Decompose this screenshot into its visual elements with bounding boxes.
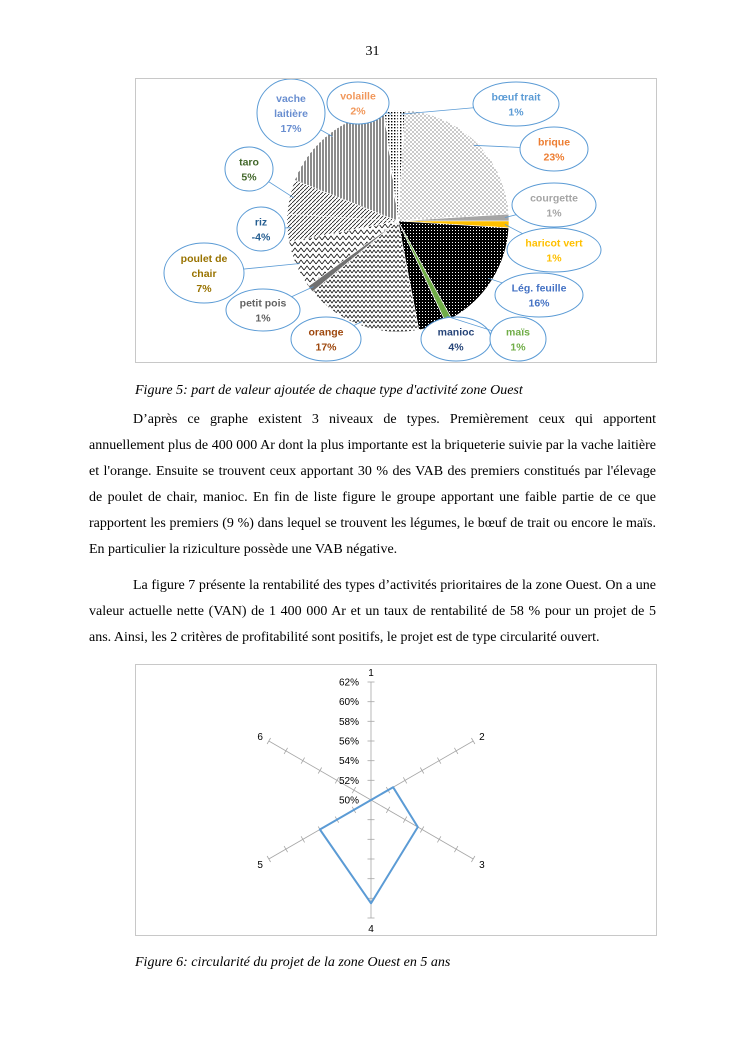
radar-r-tick-label: 52%: [338, 775, 359, 787]
pie-value-haricot-vert: 1%: [546, 252, 562, 265]
pie-value-manioc: 4%: [448, 341, 464, 354]
pie-chart-figure: [135, 78, 657, 363]
pie-name-petit-pois: petit pois: [239, 297, 287, 310]
pie-value-courgette: 1%: [546, 207, 562, 220]
pie-name-haricot-vert: haricot vert: [525, 237, 583, 250]
pie-value-poulet-de-chair: 7%: [196, 283, 212, 295]
pie-name-mais: maïs: [506, 326, 530, 339]
pie-value-taro: 5%: [241, 171, 257, 184]
radar-series-line: [320, 787, 418, 903]
pie-name-orange: orange: [308, 326, 344, 339]
pie-name-courgette: courgette: [530, 192, 578, 205]
pie-name-manioc: manioc: [437, 326, 475, 339]
pie-name-vache-laitiere: laitière: [274, 108, 308, 120]
radar-category-label-6: 6: [257, 732, 263, 743]
radar-chart-figure: [135, 664, 657, 936]
pie-name-taro: taro: [239, 156, 259, 169]
radar-category-label-5: 5: [257, 860, 263, 871]
pie-value-vache-laitiere: 17%: [280, 123, 302, 135]
pie-label-orange: [291, 317, 362, 361]
figure5-caption: Figure 5: part de valeur ajoutée de chaque type d'activité zone Ouest: [135, 383, 523, 398]
pie-value-leg-feuille: 16%: [528, 297, 550, 310]
pie-name-riz: riz: [254, 216, 268, 229]
pie-label-courgette: [505, 183, 596, 227]
pie-chart: [136, 79, 656, 362]
page-number: 31: [365, 44, 380, 59]
figure6-caption: Figure 6: circularité du projet de la zone Ouest en 5 ans: [135, 955, 451, 970]
pie-name-poulet-de-chair: chair: [191, 268, 217, 280]
pie-label-vache-laitiere: [257, 79, 332, 147]
pie-value-riz: -4%: [251, 231, 271, 244]
pie-name-poulet-de-chair: poulet de: [180, 253, 228, 265]
radar-category-label-2: 2: [479, 732, 485, 743]
pie-slice-brique: [398, 110, 509, 221]
radar-r-tick-label: 62%: [338, 677, 359, 689]
pie-value-mais: 1%: [510, 341, 526, 354]
pie-value-petit-pois: 1%: [255, 312, 271, 325]
pie-name-brique: brique: [537, 136, 571, 149]
radar-r-tick-label: 58%: [338, 716, 359, 728]
radar-category-label-4: 4: [368, 924, 374, 935]
radar-category-label-3: 3: [479, 860, 485, 871]
pie-value-orange: 17%: [315, 341, 337, 354]
radar-category-label-1: 1: [368, 668, 374, 679]
radar-r-tick-label: 56%: [338, 736, 359, 748]
radar-r-tick-label: 50%: [338, 795, 359, 807]
pie-name-vache-laitiere: vache: [276, 93, 306, 105]
paragraph-2: La figure 7 présente la rentabilité des types d’activités prioritaires de la zone Ouest. On a une valeur actuelle nette (VAN) de 1 400 000 Ar et un taux de rentabilité de 58 % pour un projet de 5 ans. Ainsi, les 2 critères de profitabilité sont positifs, le projet est de type circularité ouvert.: [89, 578, 656, 645]
radar-chart: [136, 665, 656, 935]
pie-name-leg-feuille: Lég. feuille: [511, 282, 567, 295]
pie-label-riz: [237, 207, 291, 251]
body-text: [89, 407, 656, 651]
pie-value-brique: 23%: [543, 151, 565, 164]
pie-name-boeuf-trait: bœuf trait: [491, 91, 541, 104]
pie-label-leg-feuille: [488, 273, 583, 317]
paragraph-1: D’après ce graphe existent 3 niveaux de types. Premièrement ceux qui apportent annuellement plus de 400 000 Ar dont la plus importante est la briqueterie suivie par la vache laitière et l'orange. Ensuite se trouvent ceux apportant 30 % des VAB des premiers constitués par l'élevage de poulet de chair, manioc. En fin de liste figure le groupe apportant une faible partie de ce que rapportent les premiers (9 %) dans lequel se trouvent les légumes, le bœuf de trait ou encore le maïs. En particulier la riziculture possède une VAB négative.: [89, 412, 656, 557]
pie-name-volaille: volaille: [340, 90, 376, 103]
pie-value-boeuf-trait: 1%: [508, 106, 524, 119]
pie-value-volaille: 2%: [350, 105, 366, 118]
pie-label-haricot-vert: [505, 224, 601, 272]
radar-r-tick-label: 60%: [338, 697, 359, 709]
pie-label-manioc: [421, 317, 491, 361]
radar-r-tick-label: 54%: [338, 756, 359, 768]
pie-label-taro: [225, 147, 294, 198]
